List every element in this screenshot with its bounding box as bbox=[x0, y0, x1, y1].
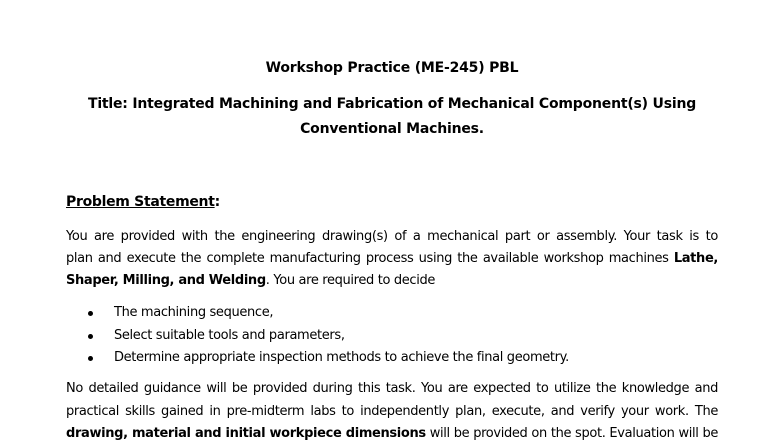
paragraph-2-line-3-bold: drawing, material and initial workpiece dimensions bbox=[66, 426, 426, 441]
course-heading: Workshop Practice (ME-245) PBL bbox=[265, 60, 519, 76]
problem-statement-colon: : bbox=[214, 194, 220, 210]
paragraph-1-line-2 bbox=[66, 251, 718, 266]
paragraph-1-line-3-bold: Shaper, Milling, and Welding bbox=[66, 273, 266, 288]
paragraph-1-line-2-bold: Lathe, bbox=[673, 251, 718, 266]
paragraph-2-line-3 bbox=[66, 426, 718, 441]
paragraph-1-line-1: You are provided with the engineering drawing(s) of a mechanical part or assembly. Your task is to bbox=[66, 229, 718, 244]
title-line-2: Conventional Machines. bbox=[300, 121, 484, 137]
problem-statement-label: Problem Statement bbox=[66, 194, 215, 210]
list-item-text: The machining sequence, bbox=[114, 305, 274, 320]
bullet-icon bbox=[88, 334, 93, 339]
paragraph-2-line-2: practical skills gained in pre-midterm labs to independently plan, execute, and verify your work. The bbox=[66, 404, 718, 419]
paragraph-1-line-3 bbox=[66, 273, 718, 288]
bullet-icon bbox=[88, 356, 93, 361]
list-item-text: Determine appropriate inspection methods to achieve the final geometry. bbox=[114, 350, 569, 365]
title-line-1: Title: Integrated Machining and Fabrication of Mechanical Component(s) Using bbox=[87, 96, 697, 112]
paragraph-1-line-3-text: . You are required to decide bbox=[265, 273, 436, 288]
problem-statement-heading bbox=[66, 194, 220, 210]
list-item-text: Select suitable tools and parameters, bbox=[114, 328, 345, 343]
paragraph-1-line-2-text: plan and execute the complete manufacturing process using the available workshop machines bbox=[66, 251, 674, 266]
paragraph-2-line-3-text: will be provided on the spot. Evaluation will be bbox=[425, 426, 718, 441]
paragraph-2-line-1: No detailed guidance will be provided during this task. You are expected to utilize the knowledge and bbox=[66, 381, 718, 396]
bullet-icon bbox=[88, 311, 93, 316]
